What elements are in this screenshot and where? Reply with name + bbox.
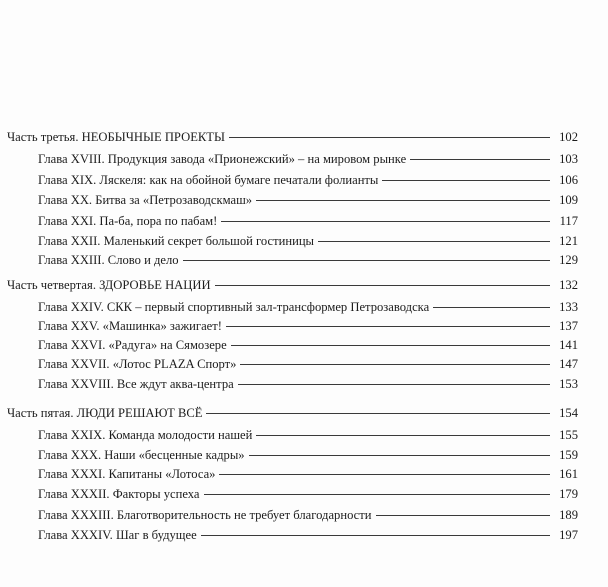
dot-leader xyxy=(215,285,550,286)
chapter-title: Глава XXX. Наши «бесценные кадры» xyxy=(38,448,245,462)
dot-leader xyxy=(226,326,550,327)
page-number: 141 xyxy=(559,338,578,352)
part-title: Часть четвертая. ЗДОРОВЬЕ НАЦИИ xyxy=(7,278,211,292)
chapter-title: Глава XXXIII. Благотворительность не требует благодарности xyxy=(38,508,372,522)
dot-leader xyxy=(206,413,550,414)
chapter-title: Глава XXXII. Факторы успеха xyxy=(38,487,200,501)
dot-leader xyxy=(240,364,550,365)
dot-leader xyxy=(410,159,550,160)
toc-chapter-entry xyxy=(38,376,578,392)
page-number: 133 xyxy=(559,300,578,314)
toc-chapter-entry xyxy=(38,252,578,268)
page-number: 102 xyxy=(559,130,578,144)
chapter-title: Глава XXXI. Капитаны «Лотоса» xyxy=(38,467,216,481)
chapter-title: Глава XXVI. «Радуга» на Сямозере xyxy=(38,338,227,352)
page-number: 153 xyxy=(559,377,578,391)
toc-part-entry xyxy=(7,405,578,421)
dot-leader xyxy=(238,384,550,385)
toc-chapter-entry xyxy=(38,318,578,334)
part-title: Часть пятая. ЛЮДИ РЕШАЮТ ВСЁ xyxy=(7,406,203,420)
dot-leader xyxy=(433,307,550,308)
chapter-title: Глава XXVIII. Все ждут аква-центра xyxy=(38,377,234,391)
toc-chapter-entry xyxy=(38,213,578,229)
page-number: 109 xyxy=(559,193,578,207)
chapter-title: Глава XXIII. Слово и дело xyxy=(38,253,179,267)
toc-chapter-entry xyxy=(38,233,578,249)
chapter-title: Глава XIX. Ляскеля: как на обойной бумаге печатали фолианты xyxy=(38,173,379,187)
toc-chapter-entry xyxy=(38,527,578,543)
dot-leader xyxy=(382,180,550,181)
toc-part-entry xyxy=(7,277,578,293)
page-number: 106 xyxy=(559,173,578,187)
chapter-title: Глава XXIV. СКК – первый спортивный зал-трансформер Петрозаводска xyxy=(38,300,430,314)
toc-chapter-entry xyxy=(38,447,578,463)
dot-leader xyxy=(256,200,550,201)
dot-leader xyxy=(256,435,550,436)
dot-leader xyxy=(204,494,551,495)
chapter-title: Глава XXXIV. Шаг в будущее xyxy=(38,528,197,542)
dot-leader xyxy=(229,137,550,138)
dot-leader xyxy=(318,241,550,242)
page-number: 154 xyxy=(559,406,578,420)
chapter-title: Глава XXI. Па-ба, пора по пабам! xyxy=(38,214,218,228)
toc-chapter-entry xyxy=(38,466,578,482)
chapter-title: Глава XXVII. «Лотос PLAZA Спорт» xyxy=(38,357,237,371)
dot-leader xyxy=(221,221,550,222)
toc-chapter-entry xyxy=(38,356,578,372)
chapter-title: Глава XX. Битва за «Петрозаводскмаш» xyxy=(38,193,253,207)
page-number: 132 xyxy=(559,278,578,292)
page-number: 137 xyxy=(559,319,578,333)
chapter-title: Глава XXV. «Машинка» зажигает! xyxy=(38,319,222,333)
page-number: 147 xyxy=(559,357,578,371)
toc-chapter-entry xyxy=(38,486,578,502)
part-title: Часть третья. НЕОБЫЧНЫЕ ПРОЕКТЫ xyxy=(7,130,225,144)
page-number: 159 xyxy=(559,448,578,462)
dot-leader xyxy=(376,515,550,516)
chapter-title: Глава XVIII. Продукция завода «Прионежский» – на мировом рынке xyxy=(38,152,407,166)
chapter-title: Глава XXIX. Команда молодости нашей xyxy=(38,428,253,442)
toc-part-entry xyxy=(7,129,578,145)
toc-chapter-entry xyxy=(38,299,578,315)
toc-chapter-entry xyxy=(38,151,578,167)
dot-leader xyxy=(183,260,550,261)
chapter-title: Глава XXII. Маленький секрет большой гостиницы xyxy=(38,234,315,248)
dot-leader xyxy=(249,455,550,456)
toc-chapter-entry xyxy=(38,172,578,188)
toc-chapter-entry xyxy=(38,192,578,208)
toc-chapter-entry xyxy=(38,337,578,353)
dot-leader xyxy=(201,535,550,536)
page-number: 179 xyxy=(559,487,578,501)
page-number: 117 xyxy=(559,214,578,228)
page-number: 129 xyxy=(559,253,578,267)
toc-chapter-entry xyxy=(38,507,578,523)
toc-chapter-entry xyxy=(38,427,578,443)
page-number: 161 xyxy=(559,467,578,481)
page-number: 103 xyxy=(559,152,578,166)
page-number: 155 xyxy=(559,428,578,442)
page-number: 197 xyxy=(559,528,578,542)
page-number: 189 xyxy=(559,508,578,522)
dot-leader xyxy=(219,474,550,475)
page-number: 121 xyxy=(559,234,578,248)
dot-leader xyxy=(231,345,550,346)
